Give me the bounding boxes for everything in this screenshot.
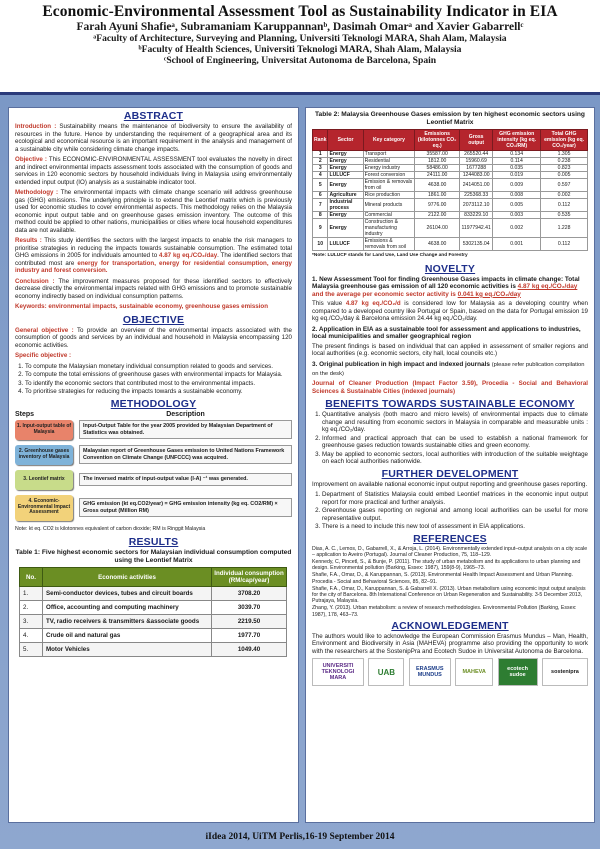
novelty-item-3-note: (please refer publication compilation on the desk) (312, 361, 585, 377)
cell: 1.228 (541, 219, 588, 238)
reference-item: Dias, A. C., Lemos, D., Gabarrell, X., & Arroja, L. (2014). Environmentally extended input–output analysis on a city scale – application to Aveiro (Portugal). Journal of Cleaner Production, 75, 118–129. (312, 545, 588, 558)
poster-title: Economic-Environmental Assessment Tool as Sustainability Indicator in EIA (42, 3, 558, 20)
poster-footer: iIdea 2014, UiTM Perlis,16-19 September 2014 (205, 832, 395, 842)
col-intensity: GHG emission intensity (kg eq. CO₂/RM) (493, 130, 541, 151)
abstract-results (15, 237, 292, 275)
novelty-item-2: 2. Application in EIA as a sustainable tool for assessment and applications to industries, local municipalities and smaller geographical region (312, 325, 581, 341)
cell: 1977.70 (212, 629, 287, 643)
cell: 1677288 (460, 165, 493, 172)
results-text-b: . The identified sectors that contributed most are (15, 252, 292, 267)
table-row (20, 615, 287, 629)
results-highlight: energy for transportation, energy for residential consumption, energy industry and forest conversion. (15, 259, 292, 274)
cell: 2122.00 (415, 212, 460, 219)
cell: Motor Vehicles (43, 643, 212, 657)
cell: Semi-conductor devices, tubes and circuit boards (43, 587, 212, 601)
table-row (313, 212, 588, 219)
cell: 0.003 (493, 212, 541, 219)
ack-text: The authors would like to acknowledge the European Commission Erasmus Mundus – Man, Health, Environment and Biodiversity in Asia (MAHEVA) programme also providing the opportunity to work with the researchers at the SostenipPra and Ecotech Sudoe in Universitat Autonoma de Barcelona. (312, 632, 588, 655)
erasmus-logo: ERASMUS MUNDUS (409, 658, 451, 686)
cell: 4638.00 (415, 179, 460, 192)
list-item: 1. To compute the Malaysian monetary individual consumption related to goods and services. (25, 363, 292, 371)
novelty-paragraph-a: This value (312, 300, 343, 308)
conclusion-label: Conclusion : (15, 277, 55, 285)
results-value: 4.87 kg eq./CO₂/day (159, 252, 218, 259)
intro-text: Sustainability means the maintenance of biodiversity to ensure the availability of resources in the future. Hence by understanding the requirement of a geographical area and its ecological and economical resource is an important requirement in the analysis and management of a sustainable city while considering climate change impacts. (15, 123, 292, 153)
table-row (313, 219, 588, 238)
cell: Industrial process (328, 199, 363, 212)
table-header-row (20, 568, 287, 587)
cell: 225368.33 (460, 192, 493, 199)
col-no: No. (20, 568, 43, 587)
cell: 15960.69 (460, 158, 493, 165)
cell: 11977942.41 (460, 219, 493, 238)
abstract-objective (15, 156, 292, 186)
cell: 35587.00 (415, 151, 460, 158)
cell: 0.005 (493, 199, 541, 212)
novelty-item-3: 3. Original publication in high impact and indexed journals (please refer publication compilation on the desk) (312, 360, 585, 377)
cell: 9776.00 (415, 199, 460, 212)
cell: 2 (313, 158, 328, 165)
list-item: 1. Quantitative analysis (both macro and micro levels) of environmental impacts due to climate change and resulting from economic sectors in Malaysia in comparable and measurable units : kg eq./CO₂/day. (322, 411, 588, 434)
novelty-item-1-text: New Assessment Tool for finding Greenhouse Gases impacts in climate change: Total Malaysia greenhouse gas emission of all 120 economic activities is (312, 275, 580, 291)
table-header-row (313, 130, 588, 151)
affiliation-a: ᵃFaculty of Architecture, Surveying and Planning, Universiti Teknologi MARA, Shah Alam, Malaysia (93, 33, 507, 44)
table2-caption: Table 2: Malaysia Greenhouse Gases emission by ten highest economic sectors using Leontief Matrix (315, 111, 585, 126)
cell: Forest conversion (363, 172, 415, 179)
cell: Emissions & removals from soil (363, 238, 415, 251)
cell: 10 (313, 238, 328, 251)
steps-col-label: Steps (15, 410, 35, 418)
ack-heading: ACKNOWLEDGEMENT (391, 619, 509, 632)
step-description: Malaysian report of Greenhouse Gases emission to United Nations Framework Convention on Climate Change (UNFCCC) was acquired. (79, 445, 292, 464)
cell: 0.019 (493, 172, 541, 179)
cell: 0.001 (493, 238, 541, 251)
references-heading: REFERENCES (413, 532, 487, 545)
cell: Energy (328, 212, 363, 219)
results-label: Results : (15, 237, 42, 244)
cell: 0.114 (493, 158, 541, 165)
col-emissions: Emissions (kilotonnes CO₂ eq.) (415, 130, 460, 151)
affiliation-b: ᵇFaculty of Health Sciences, Universiti Teknologi MARA, Shah Alam, Malaysia (138, 44, 462, 55)
cell: 3 (313, 165, 328, 172)
cell: 0.035 (493, 165, 541, 172)
cell: 26104.00 (415, 219, 460, 238)
cell: 9 (313, 219, 328, 238)
cell: 7 (313, 199, 328, 212)
table-row (313, 158, 588, 165)
novelty-value-average: 0.041 kg eq./CO₂/day (457, 290, 521, 298)
method-step (15, 420, 292, 440)
novelty-item-1-text-b: and the average per economic sector activity is (312, 290, 456, 298)
cell: 8 (313, 212, 328, 219)
col-gross-output: Gross output (460, 130, 493, 151)
cell: Energy industry (363, 165, 415, 172)
further-list (322, 491, 588, 531)
table-row (313, 199, 588, 212)
cell: 5 (313, 179, 328, 192)
abstract-introduction (15, 123, 292, 153)
cell: 833229.10 (460, 212, 493, 219)
maheva-logo: MAHEVA (455, 658, 493, 686)
results-table (19, 567, 287, 657)
table-row (20, 587, 287, 601)
list-item: 4. To prioritise strategies for reducing the impacts towards a sustainable economy. (25, 388, 292, 396)
cell: 3. (20, 615, 43, 629)
cell: Rice production (363, 192, 415, 199)
cell: 0.005 (541, 172, 588, 179)
table-row (313, 172, 588, 179)
further-intro: Improvement on available national economic input output reporting and greenhouse gases reporting. (312, 480, 588, 488)
description-col-label: Description (166, 410, 205, 418)
cell: 5302135.04 (460, 238, 493, 251)
cell: 0.597 (541, 179, 588, 192)
right-column (305, 107, 595, 823)
col-rank: Rank (313, 130, 328, 151)
reference-item: Kennedy, C, Pincetl, S., & Bunje, P. (2011). The study of urban metabolism and its applications to urban planning and design. Environmental pollution (Barking, Essex: 1987), 159(8-9), 1965–73. (312, 559, 581, 572)
list-item: 1. Department of Statistics Malaysia could embed Leontief matrices in the economic input output report for more practical and further analysis. (322, 491, 588, 506)
step-box: 1. Input-output table of Malaysia (15, 420, 73, 440)
cell: Mineral products (363, 199, 415, 212)
results-heading: RESULTS (128, 536, 179, 548)
cell: Residential (363, 158, 415, 165)
cell: 0.238 (541, 158, 588, 165)
specific-objective-list (25, 363, 292, 396)
keywords-text: environmental impacts, sustainable economy, greenhouse gases emission (48, 303, 268, 310)
objective-label: Objective : (15, 156, 47, 163)
conclusion-text: The improvement measures proposed for these identified sectors to effectively decrease directly the environmental impacts related with GHG emissions and to promote sustainable economy indirectly based on individual consumption patterns. (15, 277, 293, 300)
cell: 6 (313, 192, 328, 199)
method-step (15, 445, 292, 465)
novelty-heading: NOVELTY (424, 262, 476, 275)
cell: Emission & removals from oil (363, 179, 415, 192)
table-row (313, 179, 588, 192)
step-box: 2. Greenhouse gases inventory of Malaysia (15, 445, 73, 465)
table1-caption: Table 1: Five highest economic sectors for Malaysian individual consumption computed using the Leontief Matrix (15, 549, 292, 564)
list-item: 3. There is a need to include this new tool of assessment in EIA applications. (322, 523, 588, 531)
poster-header (0, 0, 600, 95)
cell: 1. (20, 587, 43, 601)
table2-note: *Note: LULUCF stands for Land Use, Land Use Change and Forestry (312, 253, 468, 258)
list-item: 3. May be applied to economic sectors, local authorities with introduction of the suitable weightage on each local authorities nationwide. (322, 451, 588, 466)
methodology-label: Methodology : (15, 189, 59, 196)
step-box: 3. Leontief matrix (15, 470, 73, 490)
methodology-note: Note: kt eq. CO2 is kilotonnes equivalent of carbon dioxide; RM is Ringgit Malaysia (15, 525, 206, 532)
novelty-item-3-text: Original publication in high impact and indexed journals (319, 360, 490, 368)
left-column (8, 107, 299, 823)
step-description: Input-Output Table for the year 2005 provided by Malaysian Department of Statistics was obtained. (79, 420, 292, 439)
cell: Transport (363, 151, 415, 158)
cell: Construction & manufacturing industry (363, 219, 415, 238)
methodology-text: The environmental impacts with climate change scenario will address greenhouse gas (GHG) emissions. The underlying principle is to extend the Leontief matrix which is previously used for economic studies to cover environmental aspects. This methodology relies on the Malaysia economic input output table and on greenhouse gases emission inventory. The outcome of this method could be applied to other nations, municipalities or cities where local household expenditures data are not available. (15, 189, 293, 234)
table-row (313, 238, 588, 251)
intro-label: Introduction : (15, 123, 57, 130)
methodology-steps (15, 420, 292, 521)
list-item: 2. Informed and practical approach that can be used to establish a national framework for greenhouse gases reduction towards sustainable cities and green economy. (322, 435, 588, 450)
general-objective (15, 327, 292, 350)
sostenipra-logo: sostenipra (542, 658, 588, 686)
reference-item: Shafie, F.A., Omar, D., Karuppannan, S. & Gabarrell X. (2013). Urban metabolism using economic input output analysis for the city of Barcelona. 8th International Conference on Urban Regeneration and Sustainability. 3-5 December 2013, Putrajaya, Malaysia. (312, 585, 586, 605)
keywords-label: Keywords: (15, 303, 47, 310)
cell: 0.009 (493, 179, 541, 192)
cell: 1 (313, 151, 328, 158)
cell: 3039.70 (212, 601, 287, 615)
cell: Energy (328, 151, 363, 158)
novelty-value-total: 4.87 kg eq./CO₂/day (517, 283, 578, 291)
novelty-item-2-text: Application in EIA as a sustainable tool for assessment and applications to industries, local municipalities and smaller geographical region (312, 325, 581, 341)
uitm-logo: UNIVERSITI TEKNOLOGI MARA (312, 658, 364, 686)
table-row (313, 165, 588, 172)
author-list: Farah Ayuni Shafieᵃ, Subramaniam Karuppannanᵇ, Dasimah Omarᵃ and Xavier Gabarrellᶜ (76, 21, 524, 33)
cell: Energy (328, 219, 363, 238)
col-activities: Economic activities (43, 568, 212, 587)
step-description: The inversed matrix of input-output value (I-A) ⁻¹ was generated. (79, 473, 292, 486)
cell: 1049.40 (212, 643, 287, 657)
results-text-a: This study identifies the sectors with the largest impacts to enable the risk managers to prioritise strategies in reducing the impacts towards sustainable consumption. The estimated total GHG emissions in 2005 for individuals amounted to (15, 237, 292, 259)
col-consumption: Individual consumption (RM/cap/year) (212, 568, 287, 587)
cell: 2073112.10 (460, 199, 493, 212)
cell: 5. (20, 643, 43, 657)
cell: 1244083.00 (460, 172, 493, 179)
abstract-keywords (15, 303, 292, 311)
cell: 0.112 (541, 199, 588, 212)
cell: Energy (328, 179, 363, 192)
cell: Crude oil and natural gas (43, 629, 212, 643)
cell: 265520.44 (460, 151, 493, 158)
step-box: 4. Economic-Environmental Impact Assessment (15, 495, 73, 521)
reference-item: Zhang, Y. (2013). Urban metabolism: a review of research methodologies. Environmental Pollution (Barking, Essex: 1987), 178, 463–73. (312, 605, 577, 618)
novelty-paragraph (312, 300, 588, 323)
cell: LULUCF (328, 238, 363, 251)
cell: 1812.00 (415, 158, 460, 165)
cell: 0.134 (493, 151, 541, 158)
cell: 2. (20, 601, 43, 615)
reference-item: Shafie, F.A., Omar, D., & Karuppannan, S. (2013). Environmental Health Impact Assessment and Urban Planning. Procedia - Social and Behavioral Sciences, 85, 82–91. (312, 572, 573, 585)
benefits-heading: BENEFITS TOWARDS SUSTAINABLE ECONOMY (325, 398, 575, 411)
novelty-paragraph-value: 4.87 kg eq./CO₂/d (345, 300, 401, 308)
cell: 2414051.00 (460, 179, 493, 192)
further-heading: FURTHER DEVELOPMENT (381, 467, 519, 480)
step-description: GHG emission (kt eq.CO2/year) = GHG emission intensity (kg eq. CO2/RM) × Gross output (Million RM) (79, 498, 292, 517)
logo-strip (312, 658, 588, 686)
cell: 3708.20 (212, 587, 287, 601)
poster-body (0, 95, 600, 849)
novelty-paragraph-b: is considered low for Malaysia as a developing country when compared to a developed country like Portugal or Spain, based on the data for Portugal emission 19 kg eq./CO₂/day & Barcelona emission 24.44 kg eq./CO₂/day. (312, 300, 588, 323)
cell: 2219.50 (212, 615, 287, 629)
method-step (15, 495, 292, 521)
methodology-heading: METHODOLOGY (110, 397, 197, 410)
general-objective-label: General objective : (15, 326, 74, 334)
cell: Energy (328, 158, 363, 165)
cell: 4638.00 (415, 238, 460, 251)
cell: LULUCF (328, 172, 363, 179)
cell: Energy (328, 165, 363, 172)
benefits-list (322, 411, 588, 466)
abstract-methodology (15, 189, 292, 234)
cell: 24111.00 (415, 172, 460, 179)
general-objective-text: To provide an overview of the environmental impacts associated with the consumption of goods and services by an individual and household in Malaysia encompassing 120 economic activities. (15, 326, 293, 349)
cell: TV, radio receivers & transmitters &associate goods (43, 615, 212, 629)
table-row (313, 192, 588, 199)
steps-header (15, 411, 292, 418)
specific-objective-label: Specific objective : (15, 352, 72, 359)
novelty-paragraph-2: The present findings is based on individual that can applied in assessment of smaller regions and local authorities (e.g. economic sectors, city hall, local councils etc.) (312, 342, 588, 358)
cell: Office, accounting and computing machinery (43, 601, 212, 615)
cell: 0.002 (493, 219, 541, 238)
list-item: 2. Greenhouse gases reporting on regional and among local authorities can be useful for more representative output. (322, 507, 588, 522)
table-row (20, 601, 287, 615)
cell: 58486.00 (415, 165, 460, 172)
table-row (20, 643, 287, 657)
list-item: 2. To compute the total emissions of greenhouse gases with environmental impacts for Malaysia. (25, 371, 292, 379)
table-row (20, 629, 287, 643)
table-row (313, 151, 588, 158)
cell: 0.535 (541, 212, 588, 219)
novelty-item-1: 1. New Assessment Tool for finding Greenhouse Gases impacts in climate change: Total Malaysia greenhouse gas emission of all 120 economic activities is 4.87 kg eq./CO₂/day and the average per economic sector activity is 0.041 kg eq./CO₂/day (312, 275, 580, 298)
list-item: 3. To identify the economic sectors that contributed most to the environmental impacts. (25, 380, 292, 388)
uab-logo: UAB (368, 658, 404, 686)
affiliation-c: ᶜSchool of Engineering, Universitat Autonoma de Barcelona, Spain (163, 55, 437, 66)
cell: 0.112 (541, 238, 588, 251)
cell: 1861.00 (415, 192, 460, 199)
method-step (15, 470, 292, 490)
cell: Commercial (363, 212, 415, 219)
col-key-category: Key category (363, 130, 415, 151)
col-sector: Sector (328, 130, 363, 151)
ecotech-logo: ecotech sudoe (498, 658, 538, 686)
objective-heading: OBJECTIVE (122, 313, 185, 326)
ghg-table-body (313, 151, 588, 251)
ghg-table (312, 129, 588, 251)
cell: 4 (313, 172, 328, 179)
cell: Agriculture (328, 192, 363, 199)
abstract-conclusion (15, 278, 292, 301)
journal-list: Journal of Cleaner Production (Impact Factor 3.59), Procedia - Social and Behavioral Sciences & Sustainable Cities (indexed journals) (312, 380, 588, 395)
cell: 0.823 (541, 165, 588, 172)
cell: 4. (20, 629, 43, 643)
abstract-heading: ABSTRACT (123, 110, 184, 122)
cell: 0.002 (541, 192, 588, 199)
cell: 0.008 (493, 192, 541, 199)
objective-text: This ECONOMIC-ENVIRONMENTAL ASSESSMENT tool evaluates the novelty in direct and indirect environmental impacts assessment tools associated with the consumption of goods and services in 120 economic sectors by household individuals living in Malaysia using environmentally extended input output (IO) analysis as a sustainable indicator tool. (15, 156, 293, 186)
cell: 1.305 (541, 151, 588, 158)
col-total: Total GHG emission (kg eq. CO₂/year) (541, 130, 588, 151)
